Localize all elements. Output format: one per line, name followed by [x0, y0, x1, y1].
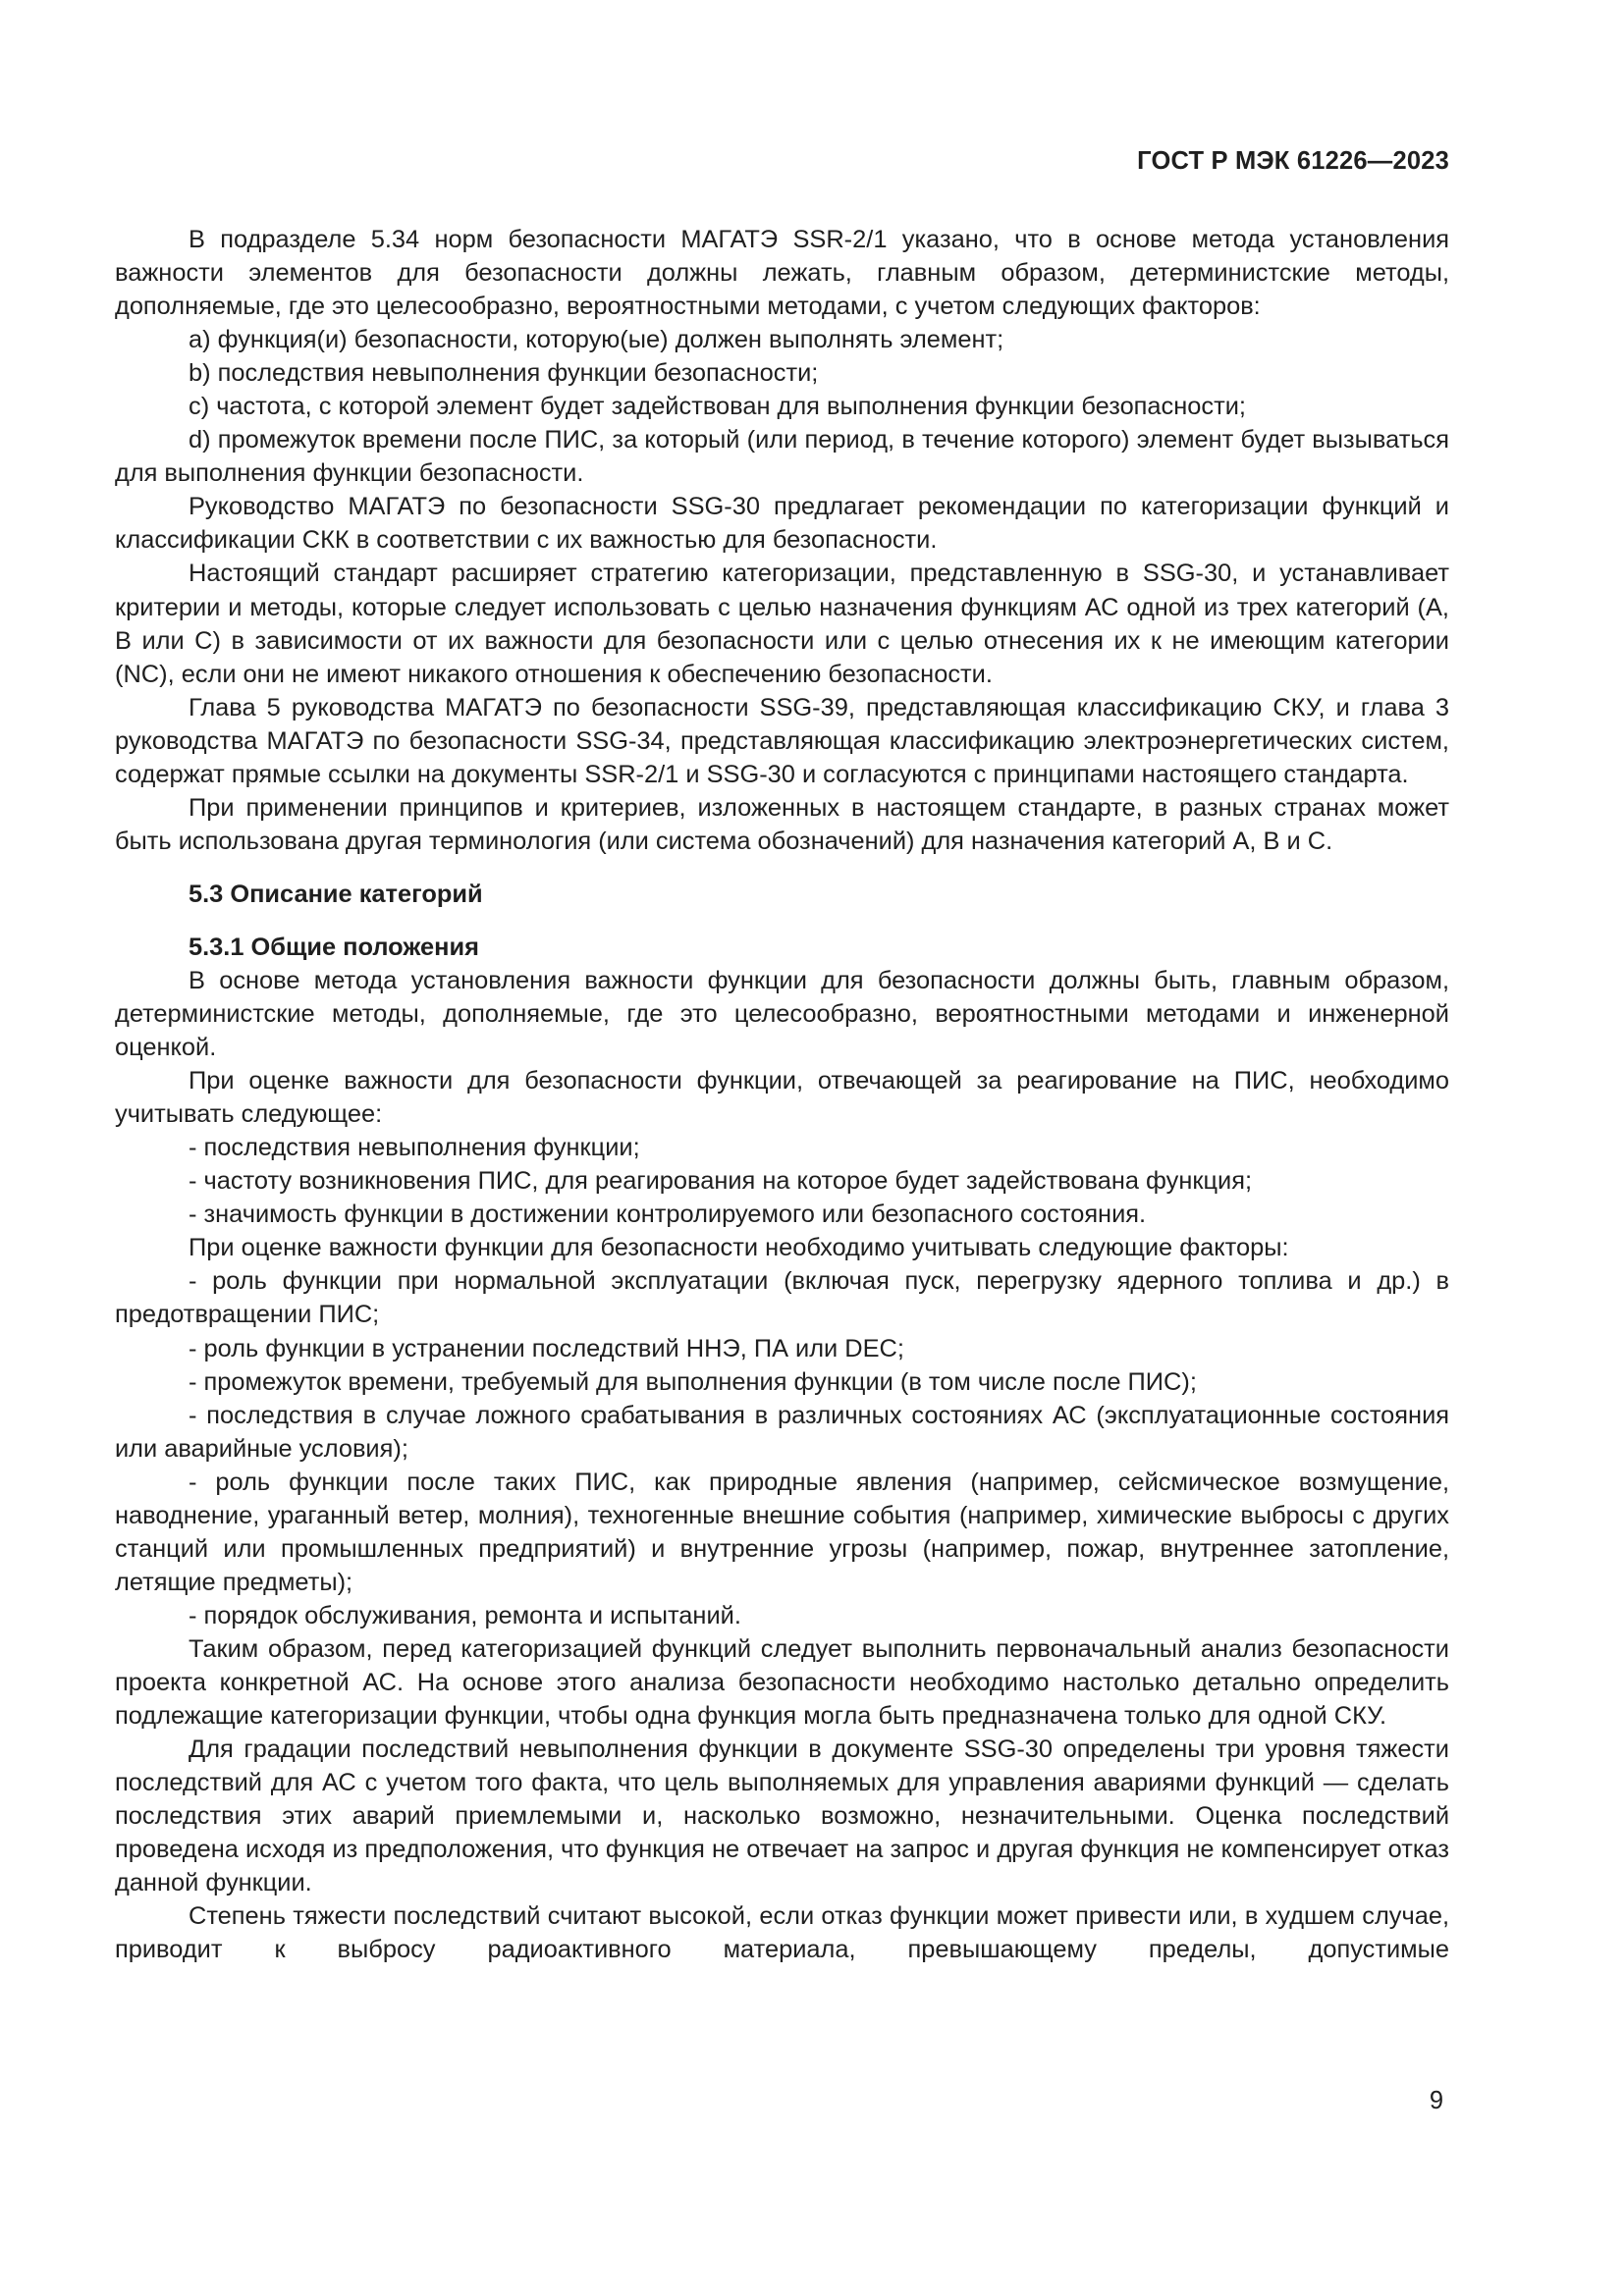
subsection-heading-5-3-1: 5.3.1 Общие положения — [189, 933, 479, 961]
list-item: - последствия невыполнения функции; — [189, 1134, 640, 1162]
list-item: - роль функции после таких ПИС, как природные явления (например, сейсмическое возмущение, наводнение, ураганный ветер, молния), техногенные внешние события (например, химические выбросы с других станций или промышленных предприятий) и внутренние угрозы (например, пожар, внутреннее затопление, летящие предметы); — [115, 1468, 1449, 1596]
paragraph: При оценке важности функции для безопасности необходимо учитывать следующие факторы: — [189, 1234, 1289, 1262]
section-heading-5-3: 5.3 Описание категорий — [189, 880, 483, 908]
list-item: - частоту возникновения ПИС, для реагирования на которое будет задействована функция; — [189, 1167, 1253, 1196]
list-item: - роль функции в устранении последствий ННЭ, ПА или DEC; — [189, 1334, 904, 1362]
paragraph: В подразделе 5.34 норм безопасности МАГАТЭ SSR-2/1 указано, что в основе метода установления важности элементов для безопасности должны лежать, главным образом, детерминистские методы, дополняемые, где это целесообразно, вероятностными методами, с учетом следующих факторов: — [115, 226, 1449, 321]
list-item: c) частота, с которой элемент будет задействован для выполнения функции безопасности; — [189, 393, 1246, 421]
document-header: ГОСТ Р МЭК 61226—2023 — [1137, 147, 1449, 175]
list-item: - порядок обслуживания, ремонта и испытаний. — [189, 1601, 741, 1629]
paragraph: При применении принципов и критериев, изложенных в настоящем стандарте, в разных странах может быть использована другая терминология (или система обозначений) для назначения категорий А, В и С. — [115, 793, 1449, 855]
paragraph: Глава 5 руководства МАГАТЭ по безопасности SSG-39, представляющая классификацию СКУ, и глава 3 руководства МАГАТЭ по безопасности SSG-34, представляющая классификацию электроэнергетических систем, содержат прямые ссылки на документы SSR-2/1 и SSG-30 и согласуются с принципами настоящего стандарта. — [115, 693, 1449, 788]
paragraph: Для градации последствий невыполнения функции в документе SSG-30 определены три уровня тяжести последствий для АС с учетом того факта, что цель выполняемых для управления авариями функций — сделать последствия этих аварий приемлемыми и, насколько возможно, незначительными. Оценка последствий проведена исходя из предположения, что функция не отвечает на запрос и другая функция не компенсирует отказ данной функции. — [115, 1735, 1449, 1897]
paragraph: При оценке важности для безопасности функции, отвечающей за реагирование на ПИС, необходимо учитывать следующее: — [115, 1067, 1449, 1129]
page-body — [115, 223, 1449, 1966]
paragraph: Руководство МАГАТЭ по безопасности SSG-30 предлагает рекомендации по категоризации функций и классификации СКК в соответствии с их важностью для безопасности. — [115, 493, 1449, 555]
list-item: - значимость функции в достижении контролируемого или безопасного состояния. — [189, 1201, 1147, 1229]
paragraph: Степень тяжести последствий считают высокой, если отказ функции может привести или, в худшем случае, приводит к выбросу радиоактивного материала, превышающему пределы, допустимые — [115, 1902, 1449, 1964]
list-item: d) промежуток времени после ПИС, за который (или период, в течение которого) элемент будет вызываться для выполнения функции безопасности. — [115, 426, 1449, 488]
page-number: 9 — [1429, 2087, 1443, 2114]
paragraph: Таким образом, перед категоризацией функций следует выполнить первоначальный анализ безопасности проекта конкретной АС. На основе этого анализа безопасности необходимо настолько детально определить подлежащие категоризации функции, чтобы одна функция могла быть предназначена только для одной СКУ. — [115, 1634, 1449, 1731]
list-item: - последствия в случае ложного срабатывания в различных состояниях АС (эксплуатационные состояния или аварийные условия); — [115, 1401, 1449, 1463]
list-item: b) последствия невыполнения функции безопасности; — [189, 359, 819, 388]
paragraph: В основе метода установления важности функции для безопасности должны быть, главным образом, детерминистские методы, дополняемые, где это целесообразно, вероятностными методами и инженерной оценкой. — [115, 966, 1449, 1062]
paragraph: Настоящий стандарт расширяет стратегию категоризации, представленную в SSG-30, и устанавливает критерии и методы, которые следует использовать с целью назначения функциям АС одной из трех категорий (А, В или С) в зависимости от их важности для безопасности или с целью отнесения их к не имеющим категории (NC), если они не имеют никакого отношения к обеспечению безопасности. — [115, 560, 1449, 688]
list-item: - промежуток времени, требуемый для выполнения функции (в том числе после ПИС); — [189, 1367, 1197, 1396]
list-item: - роль функции при нормальной эксплуатации (включая пуск, перегрузку ядерного топлива и др.) в предотвращении ПИС; — [115, 1267, 1449, 1329]
list-item: a) функция(и) безопасности, которую(ые) должен выполнять элемент; — [189, 326, 1004, 354]
